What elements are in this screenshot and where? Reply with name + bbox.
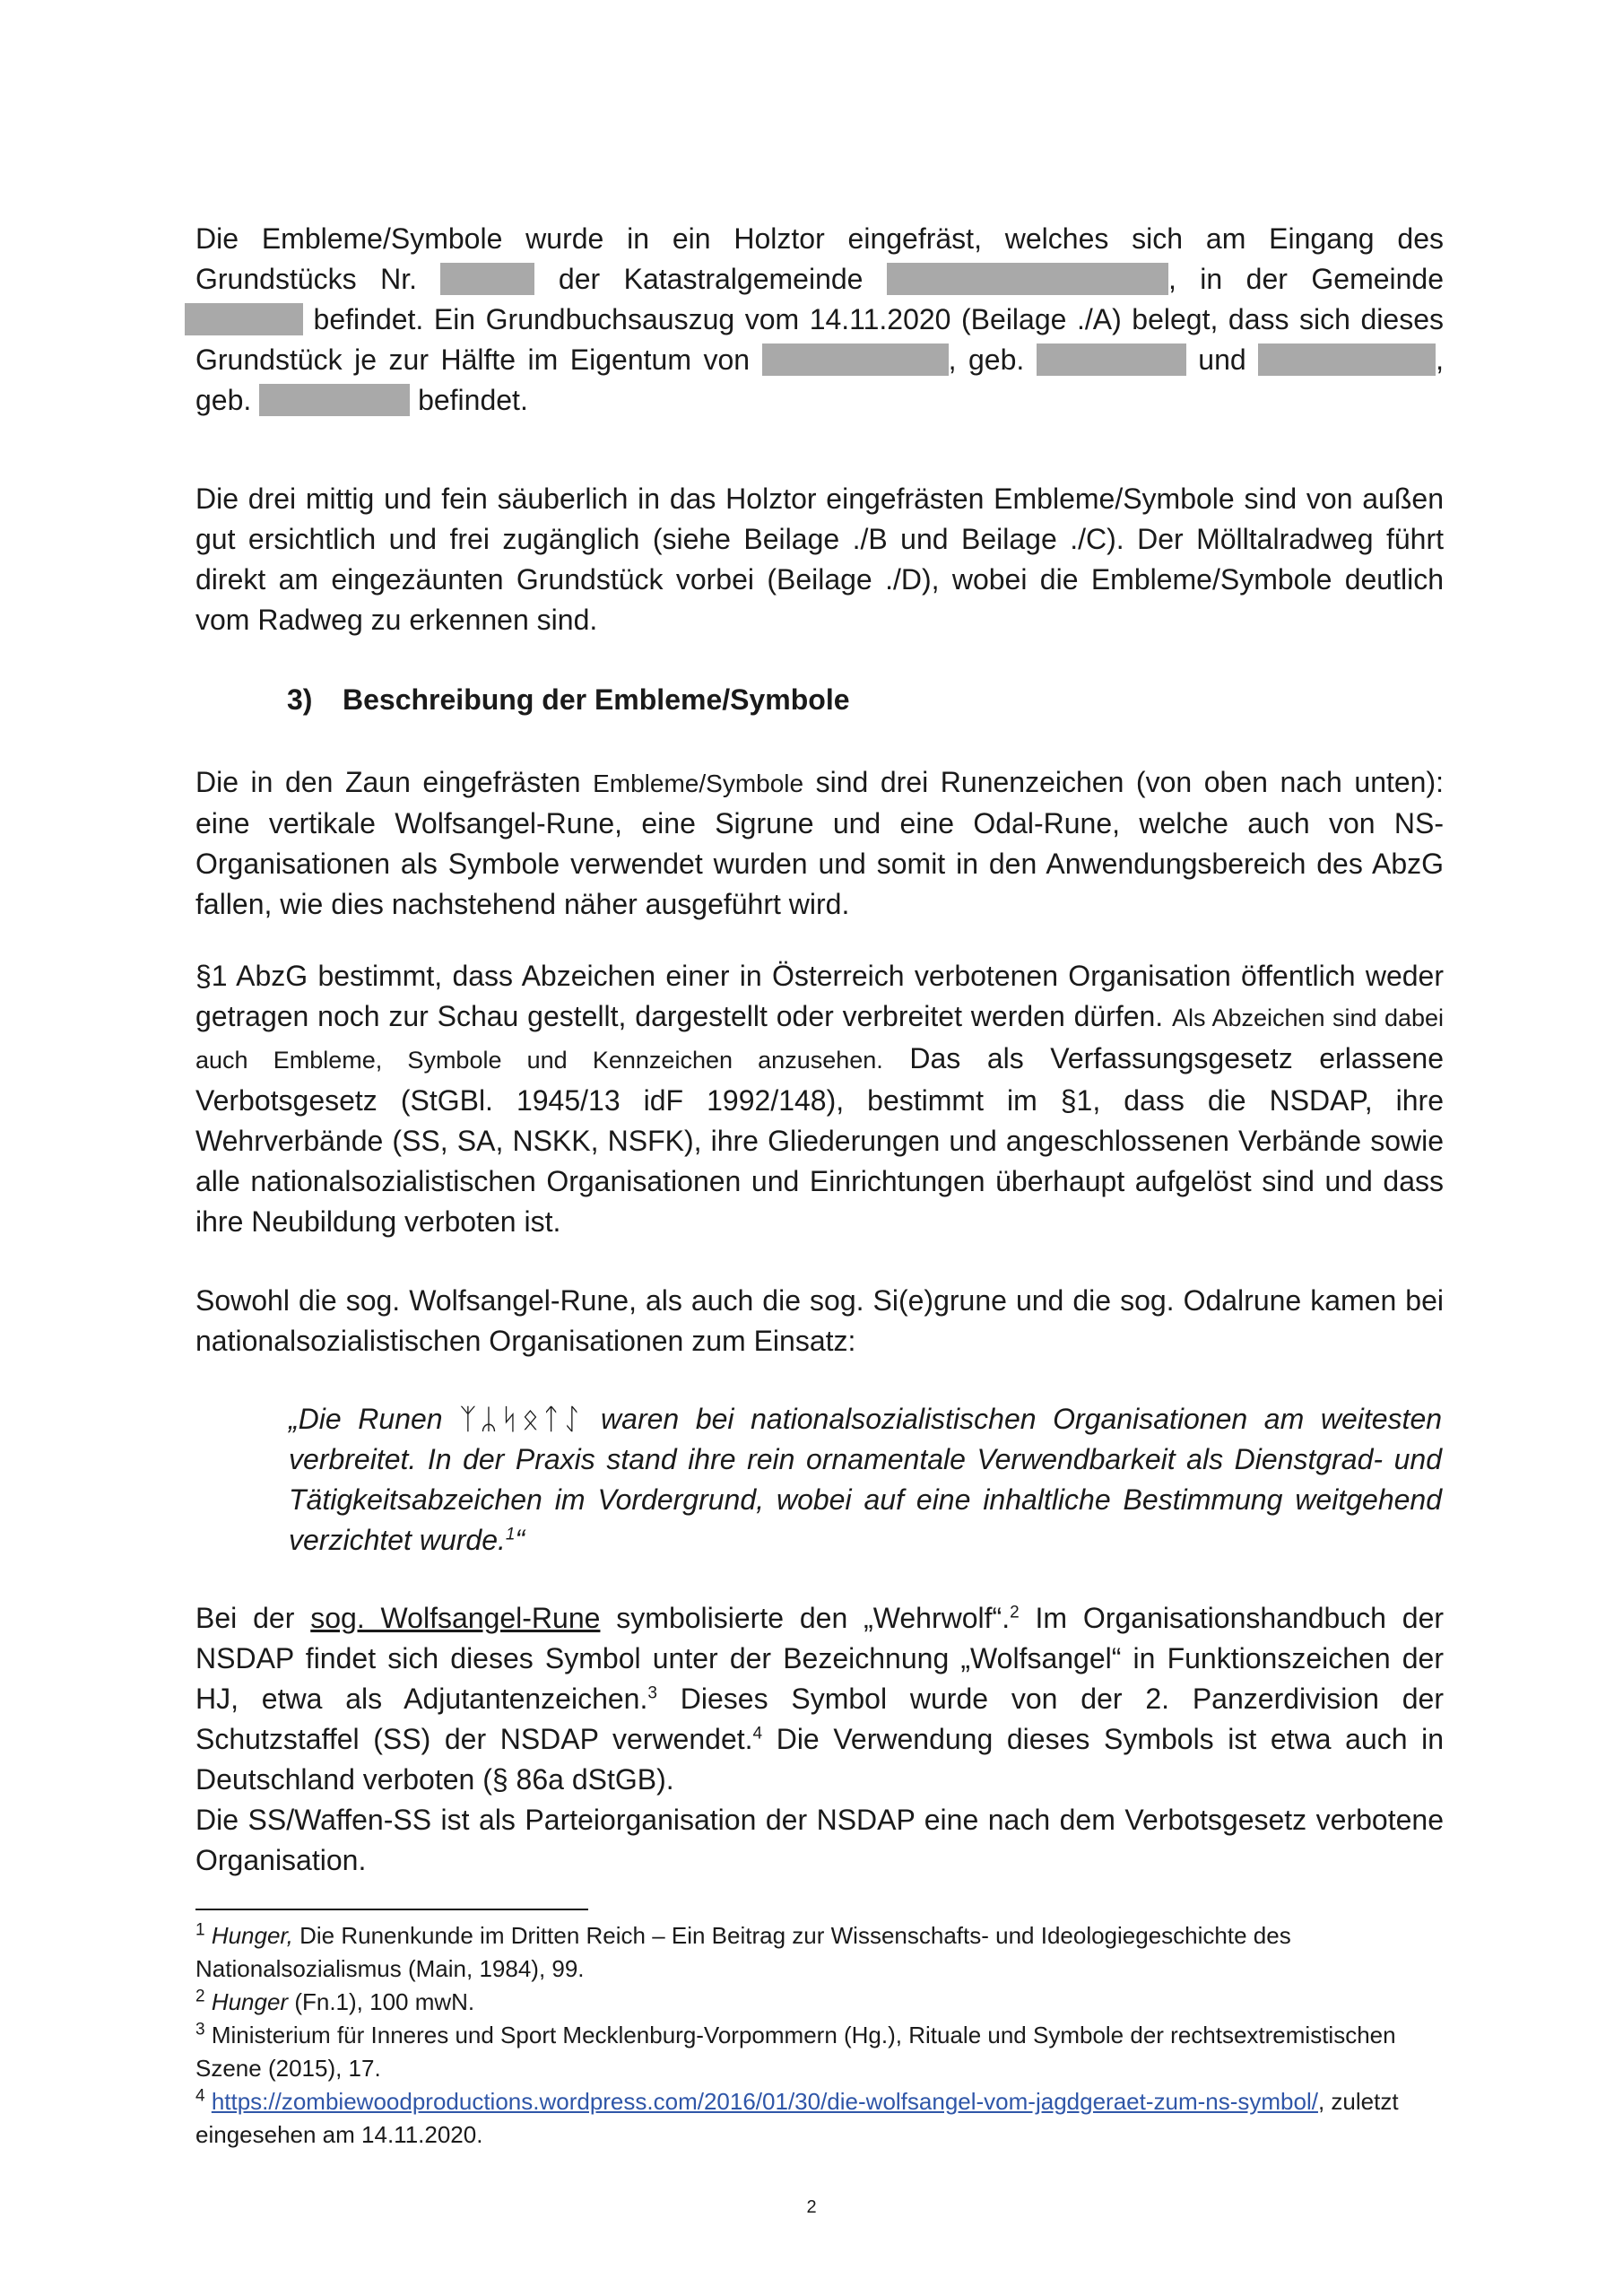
page-number: 2 [806, 2197, 817, 2217]
redaction [762, 344, 949, 376]
underlined-term: sog. Wolfsangel-Rune [310, 1602, 601, 1634]
text: , in der Gemeinde [1167, 263, 1445, 295]
footnote-ref[interactable]: 4 [752, 1724, 763, 1744]
text: Die in den Zaun eingefrästen [195, 766, 581, 798]
redaction [259, 384, 410, 416]
text: Die drei mittig und fein säuberlich in das Holztor eingefrästen Embleme/Symbole sind von außen gut ersichtlich und frei zugänglich (siehe Beilage ./B und Beilage ./C). Der Mölltalradweg führt direkt am eingezäunten Grundstück vorbei (Beilage ./D), wobei die Embleme/Symbole deutlich vom Radweg zu erkennen sind. [195, 483, 1444, 636]
footnote-author: Hunger [211, 1988, 289, 2015]
paragraph-wolfsangel [195, 1598, 1444, 1881]
paragraph-runes-intro [195, 1281, 1444, 1361]
text: Die Verwendung dieses Symbols ist etwa auch in Deutschland verboten (§ 86a dStGB). [195, 1723, 1444, 1796]
footnote-3 [195, 2019, 1444, 2085]
redaction [1258, 344, 1436, 376]
text: , geb. [948, 344, 1025, 376]
section-heading [287, 680, 850, 720]
footnote-text: Die Runenkunde im Dritten Reich – Ein Beitrag zur Wissenschafts- und Ideologiegeschichte des Nationalsozialismus (Main, 1984), 99. [195, 1922, 1291, 1982]
text: waren bei nationalsozialistischen Organisationen am weitesten verbreitet. In der Praxis stand ihre rein ornamentale Verwendbarkeit als Dienstgrad- und Tätigkeitsabzeichen im Vordergrund, wobei auf eine inhaltliche Bestimmung weitgehend verzichtet wurde. [289, 1403, 1443, 1556]
text: befindet. [418, 384, 528, 416]
footnote-text: (Fn.1), 100 mwN. [294, 1988, 475, 2015]
footnote-separator [195, 1909, 588, 1910]
text: und [1198, 344, 1246, 376]
footnote-4 [195, 2085, 1444, 2152]
text: Grundstücks Nr. [195, 263, 417, 295]
redaction [887, 263, 1168, 295]
paragraph-visibility [195, 479, 1444, 640]
footnote-2 [195, 1986, 1444, 2019]
footnote-ref[interactable]: 1 [505, 1525, 516, 1544]
footnote-number: 4 [195, 2086, 205, 2106]
footnote-number: 2 [195, 1987, 205, 2006]
footnote-link[interactable]: https://zombiewoodproductions.wordpress.com/2016/01/30/die-wolfsangel-vom-jagdgeraet-zum-ns-symbol/ [211, 2088, 1318, 2115]
paragraph-location [195, 219, 1444, 421]
paragraph-law [195, 956, 1444, 1242]
text: „Die Runen [289, 1403, 443, 1435]
text-small: Embleme/Symbole [593, 770, 804, 797]
redaction [1037, 344, 1186, 376]
footnote-text: Ministerium für Inneres und Sport Mecklenburg-Vorpommern (Hg.), Rituale und Symbole der rechtsextremistischen Szene (2015), 17. [195, 2022, 1396, 2082]
footnote-1 [195, 1919, 1444, 1986]
section-title: Beschreibung der Embleme/Symbole [343, 683, 850, 716]
redaction [185, 303, 303, 335]
paragraph-description [195, 762, 1444, 925]
text: Die Embleme/Symbole wurde in ein Holztor eingefräst, welches sich am Eingang des [195, 222, 1444, 255]
text: sind drei Runenzeichen (von oben nach unten): eine vertikale Wolfsangel-Rune, eine Sigrune und eine Odal-Rune, welche auch von NS-Organisationen als Symbole verwendet wurden und somit in den Anwendungsbereich des AbzG fallen, wie dies nachstehend näher ausgeführt wird. [195, 766, 1445, 920]
footnote-text: , zuletzt eingesehen am 14.11.2020. [195, 2088, 1399, 2148]
footnote-author: Hunger, [211, 1922, 293, 1949]
text: befindet. Ein Grundbuchsauszug vom 14.11.2020 (Beilage ./A) belegt, dass sich dieses [313, 303, 1445, 335]
text: “ [515, 1524, 525, 1556]
footnote-ref[interactable]: 3 [647, 1683, 657, 1703]
text: Dieses Symbol wurde von der 2. Panzerdivision der Schutzstaffel (SS) der NSDAP verwendet. [195, 1683, 1445, 1755]
text: Die SS/Waffen-SS ist als Parteiorganisation der NSDAP eine nach dem Verbotsgesetz verbotene Organisation. [195, 1804, 1444, 1876]
runes-glyphs: ᛉᛦᛋᛟᛏᛇ [459, 1403, 585, 1435]
text-small: Als Abzeichen sind dabei auch Embleme, Symbole und Kennzeichen anzusehen. [195, 1004, 1445, 1074]
redaction [440, 263, 534, 295]
footnote-number: 1 [195, 1920, 205, 1940]
section-number: 3) [287, 683, 313, 716]
text: Bei der [195, 1602, 295, 1634]
text: §1 AbzG bestimmt, dass Abzeichen einer in Österreich verbotenen Organisation öffentlich weder getragen noch zur Schau gestellt, dargestellt oder verbreitet werden dürfen. [195, 960, 1444, 1032]
text: Im Organisationshandbuch der NSDAP findet sich dieses Symbol unter der Bezeichnung „Wolfsangel“ in Funktionszeichen der HJ, etwa als Adjutantenzeichen. [195, 1602, 1445, 1715]
footnote-number: 3 [195, 2020, 205, 2039]
text: der Katastralgemeinde [558, 263, 864, 295]
text: , [1436, 344, 1445, 376]
footnote-ref[interactable]: 2 [1010, 1603, 1020, 1622]
text: symbolisierte den „Wehrwolf“. [616, 1602, 1011, 1634]
text: Sowohl die sog. Wolfsangel-Rune, als auch die sog. Si(e)grune und die sog. Odalrune kamen bei nationalsozialistischen Organisationen zum Einsatz: [195, 1284, 1444, 1357]
block-quote [289, 1399, 1442, 1561]
text: Das als Verfassungsgesetz erlassene Verbotsgesetz (StGBl. 1945/13 idF 1992/148), bestimmt im §1, dass die NSDAP, ihre Wehrverbände (SS, SA, NSKK, NSFK), ihre Gliederungen und angeschlossenen Verbände sowie alle nationalsozialistischen Organisationen und Einrichtungen überhaupt aufgelöst sind und dass ihre Neubildung verboten ist. [195, 1042, 1444, 1238]
text: geb. [195, 384, 252, 416]
text: Grundstück je zur Hälfte im Eigentum von [195, 344, 751, 376]
